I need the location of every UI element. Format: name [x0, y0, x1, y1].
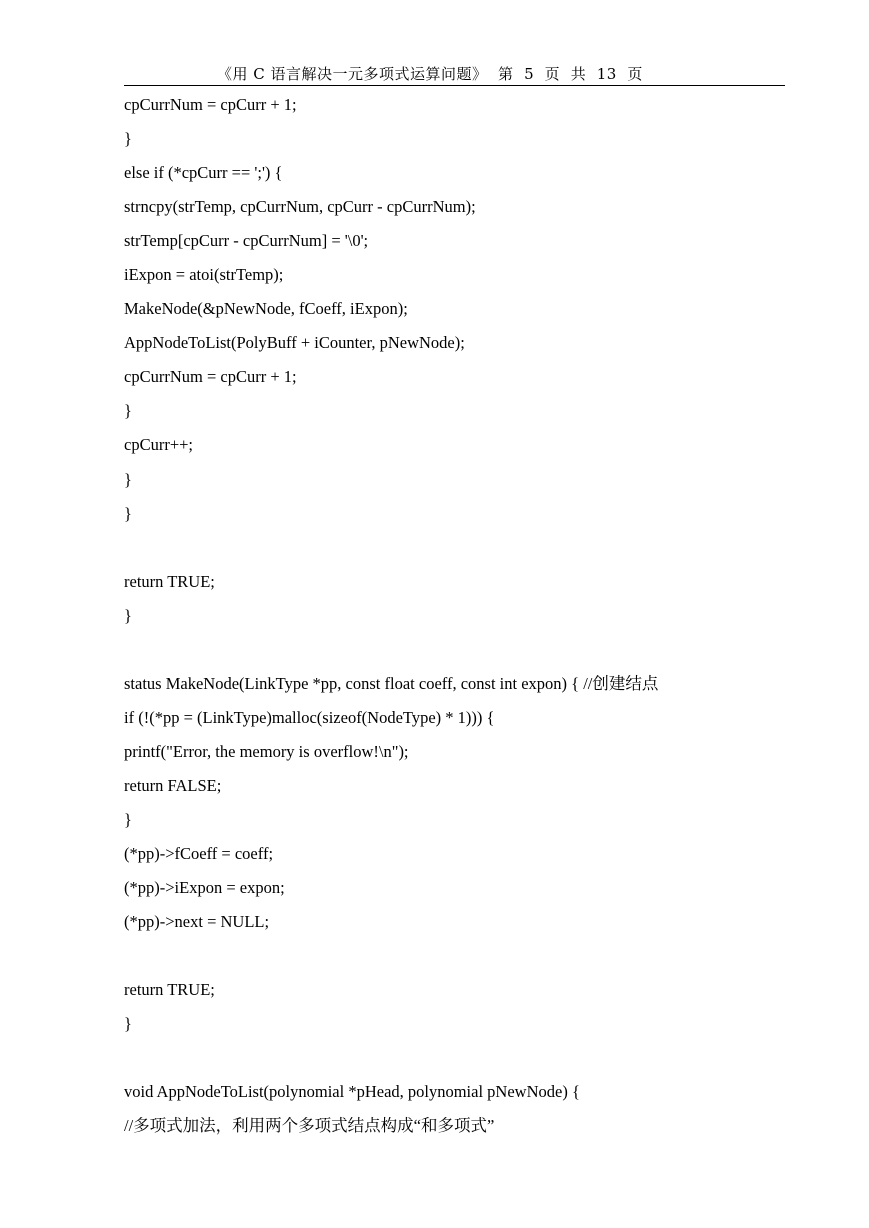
code-line: printf("Error, the memory is overflow!\n");	[124, 741, 409, 761]
blank-line	[124, 1047, 785, 1081]
code-line: strTemp[cpCurr - cpCurrNum] = '\0';	[124, 231, 369, 251]
code-line: return TRUE;	[124, 571, 215, 591]
code-line: iExpon = atoi(strTemp);	[124, 265, 284, 285]
code-line: }	[124, 809, 132, 829]
code-line: else if (*cpCurr == ';') {	[124, 163, 283, 183]
code-line: (*pp)->fCoeff = coeff;	[124, 844, 274, 864]
code-line: }	[124, 469, 132, 489]
blank-line	[124, 537, 785, 571]
code-line: }	[124, 129, 132, 149]
code-body	[124, 94, 785, 1149]
code-line: status MakeNode(LinkType *pp, const float coeff, const int expon) { //创建结点	[124, 673, 659, 693]
code-line: cpCurrNum = cpCurr + 1;	[124, 367, 297, 387]
code-line: }	[124, 401, 132, 421]
code-line: (*pp)->iExpon = expon;	[124, 878, 285, 898]
blank-line	[124, 639, 785, 673]
code-line: if (!(*pp = (LinkType)malloc(sizeof(NodeType) * 1))) {	[124, 707, 495, 727]
code-line: }	[124, 503, 132, 523]
code-line: strncpy(strTemp, cpCurrNum, cpCurr - cpCurrNum);	[124, 197, 476, 217]
code-line: }	[124, 605, 132, 625]
code-line: cpCurrNum = cpCurr + 1;	[124, 95, 297, 114]
page-header-text: 《用 C 语言解决一元多项式运算问题》 第 5 页 共 13 页	[217, 65, 643, 83]
code-line: void AppNodeToList(polynomial *pHead, polynomial pNewNode) {	[124, 1082, 580, 1102]
blank-line	[124, 945, 785, 979]
code-comment-line: //多项式加法，利用两个多项式结点构成“和多项式”	[124, 1116, 495, 1136]
code-line: (*pp)->next = NULL;	[124, 912, 270, 932]
code-line: }	[124, 1014, 132, 1034]
code-line: return FALSE;	[124, 775, 222, 795]
code-line: AppNodeToList(PolyBuff + iCounter, pNewNode);	[124, 333, 465, 353]
code-line: cpCurr++;	[124, 435, 194, 455]
code-line: MakeNode(&pNewNode, fCoeff, iExpon);	[124, 299, 408, 319]
page-header	[124, 60, 785, 86]
code-line: return TRUE;	[124, 980, 215, 1000]
